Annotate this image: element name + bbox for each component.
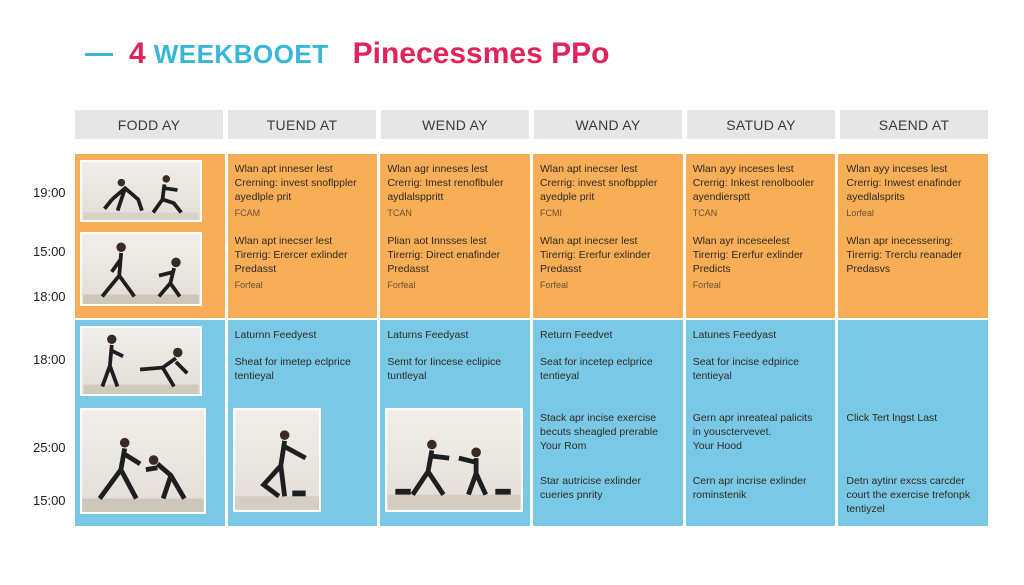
cell-fod-morning <box>75 154 225 318</box>
workout-description: Wlan apt inecser lest Tirerrig: Ererfur exlinder Predasst <box>540 235 651 275</box>
time-label: 19:00 <box>33 185 66 200</box>
day-header-4[interactable]: WAND AY <box>534 110 682 139</box>
cell-fod-afternoon <box>75 320 225 526</box>
workout-title: Laturns Feedyast <box>387 329 469 341</box>
exercise-photo[interactable] <box>80 408 206 514</box>
cell-saend-morning <box>838 154 988 318</box>
cell-wed-morning <box>380 154 530 318</box>
workout-tag: FCMI <box>540 208 563 218</box>
workout-description: Detn aytinr excss carcder court the exercise trefonpk tentiyzel <box>846 475 971 515</box>
workout-description: Sheat for imetep eclprice tentieyal <box>234 356 351 382</box>
day-headers <box>75 110 988 139</box>
workout-description: Stack apr incise exercise becuts sheagled prerable Your Rom <box>540 412 658 452</box>
cell-wand-afternoon <box>533 320 683 526</box>
workout-description: Cern apr incrise exlinder rominstenik <box>692 475 807 501</box>
cell-tue-morning <box>228 154 378 318</box>
title-number: 4 <box>129 37 146 70</box>
workout-description: Wlan apt inneser lest Crerning: invest snoflppler ayedlple prit <box>234 163 357 203</box>
workout-link[interactable]: Click Tert lngst Last <box>846 412 938 424</box>
time-label: 18:00 <box>33 289 66 304</box>
workout-tag: Forfeal <box>540 280 569 290</box>
cell-wand-morning <box>533 154 683 318</box>
day-header-5[interactable]: SATUD AY <box>687 110 835 139</box>
workout-description: Wlan apt inecser lest Tirerrig: Erercer exlinder Predasst <box>234 235 348 275</box>
day-header-1[interactable]: FODD AY <box>75 110 223 139</box>
workout-tag: TCAN <box>692 208 718 218</box>
title-main: Pinecessmes PPo <box>352 37 610 70</box>
morning-session-band <box>75 154 988 318</box>
day-header-3[interactable]: WEND AY <box>381 110 529 139</box>
exercise-photo[interactable] <box>233 408 321 512</box>
workout-tag: Forfeal <box>234 280 263 290</box>
workout-title: Latunes Feedyast <box>692 329 777 341</box>
time-label: 25:00 <box>33 440 66 455</box>
time-label: 15:00 <box>33 493 66 508</box>
workout-description: Semt for Iincese eclipice tuntleyal <box>387 356 502 382</box>
workout-tag: TCAN <box>387 208 412 218</box>
exercise-photo[interactable] <box>80 326 202 396</box>
afternoon-session-band <box>75 320 988 526</box>
title-week: WEEKBOOET <box>153 38 329 69</box>
day-header-6[interactable]: SAEND AT <box>840 110 988 139</box>
exercise-photo[interactable] <box>80 232 202 306</box>
workout-title: Return Feedvet <box>540 329 613 341</box>
workout-description: Wlan ayy inceses lest Crerrig: Inwest enafinder ayedlalsprits <box>846 163 962 203</box>
cell-tue-afternoon <box>228 320 378 526</box>
exercise-figures-icon <box>82 162 200 220</box>
exercise-figures-icon <box>82 410 204 512</box>
day-header-2[interactable]: TUEND AT <box>228 110 376 139</box>
exercise-figures-icon <box>82 328 200 394</box>
time-label: 15:00 <box>33 244 66 259</box>
cell-wed-afternoon <box>380 320 530 526</box>
workout-description: Seat for incise edpirice tentieyal <box>692 356 799 382</box>
workout-tag: Lorfeal <box>846 208 874 218</box>
title-dash-icon <box>85 53 113 56</box>
cell-sat-morning <box>686 154 836 318</box>
exercise-figures-icon <box>235 410 319 510</box>
workout-description: Gern apr inreateal palicits in yousctervevet. Your Hood <box>692 412 813 452</box>
cell-sat-afternoon <box>686 320 836 526</box>
workout-description: Star autricise exlinder cueries pnrity <box>540 475 641 501</box>
cell-saend-afternoon <box>838 320 988 526</box>
workout-description: Wlan agr inneses lest Crerrig: Imest renoflbuler aydlalsppritt <box>387 163 504 203</box>
workout-description: Wlan apr inecessering: Tirerrig: Trerclu reanader Predasvs <box>846 235 963 275</box>
workout-description: Wlan ayy inceses lest Crerrig: Inkest renolbooler ayendiersptt <box>692 163 815 203</box>
workout-tag: Forfeal <box>387 280 416 290</box>
workout-description: Wlan apt inecser lest Crerrig: invest snofbppler ayedple prit <box>540 163 658 203</box>
workout-description: Wlan ayr inceseelest Tirerrig: Ererfur exlinder Predicts <box>692 235 804 275</box>
workout-description: Seat for incetep eclprice tentieyal <box>540 356 653 382</box>
exercise-photo[interactable] <box>385 408 523 512</box>
exercise-figures-icon <box>82 234 200 304</box>
exercise-figures-icon <box>387 410 521 510</box>
workout-description: Plian aot Innsses lest Tirerrig: Direct enafinder Predasst <box>387 235 501 275</box>
page-title <box>85 34 609 74</box>
time-label: 18:00 <box>33 352 66 367</box>
workout-title: Laturnn Feedyest <box>234 329 317 341</box>
exercise-photo[interactable] <box>80 160 202 222</box>
workout-tag: Forfeal <box>692 280 721 290</box>
workout-tag: FCAM <box>234 208 261 218</box>
